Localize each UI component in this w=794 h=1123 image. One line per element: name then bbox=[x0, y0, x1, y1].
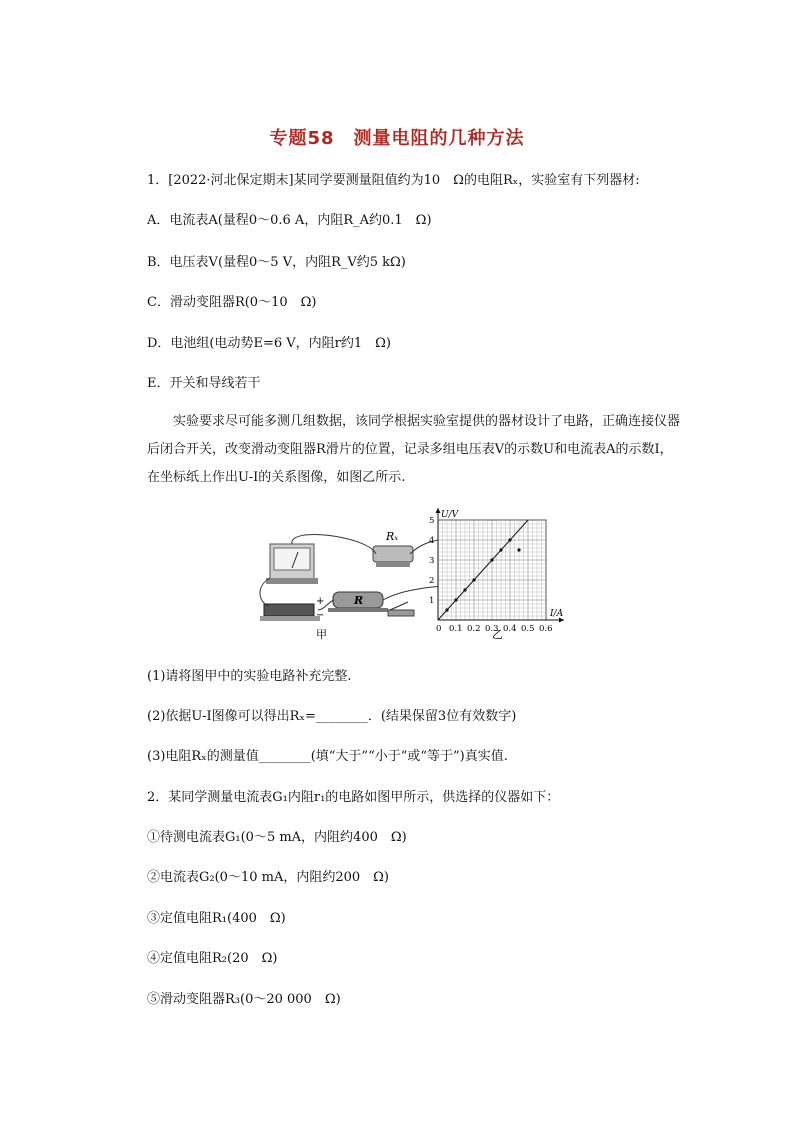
ui-graph bbox=[429, 508, 564, 641]
battery-icon bbox=[264, 604, 314, 616]
figure-right-caption: 乙 bbox=[492, 628, 503, 641]
data-point bbox=[445, 608, 448, 611]
data-point bbox=[499, 548, 502, 551]
y-tick-label: 2 bbox=[429, 576, 435, 586]
y-axis-label: U/V bbox=[441, 510, 459, 520]
figure-left-caption: 甲 bbox=[316, 628, 327, 641]
x-tick-label: 0.1 bbox=[449, 624, 463, 634]
x-tick-label: 0.5 bbox=[521, 624, 535, 634]
y-tick-label: 5 bbox=[429, 516, 435, 526]
y-tick-label: 1 bbox=[429, 596, 435, 606]
x-tick-label: 0.2 bbox=[467, 624, 481, 634]
q2-option-5: ⑤滑动变阻器R₃(0～20 000 Ω) bbox=[147, 992, 341, 1007]
q2-option-1: ①待测电流表G₁(0～5 mA，内阻约400 Ω) bbox=[147, 830, 407, 845]
minus-sign: − bbox=[316, 610, 325, 621]
r-label: R bbox=[354, 594, 364, 607]
q2-option-2: ②电流表G₂(0～10 mA，内阻约200 Ω) bbox=[147, 870, 389, 885]
q1-option-c: C．滑动变阻器R(0～10 Ω) bbox=[147, 295, 317, 310]
page-title: 专题58 测量电阻的几种方法 bbox=[269, 128, 525, 149]
x-tick-label: 0.4 bbox=[503, 624, 517, 634]
q1-option-e: E．开关和导线若干 bbox=[147, 376, 261, 391]
y-tick-label: 3 bbox=[429, 556, 435, 566]
plus-sign: + bbox=[316, 596, 325, 607]
q1-sub-1: (1)请将图甲中的实验电路补充完整. bbox=[147, 669, 352, 684]
rx-resistor-icon bbox=[373, 546, 413, 562]
q1-stem: 1．[2022·河北保定期末]某同学要测量阻值约为10 Ω的电阻Rₓ，实验室有下列器材: bbox=[147, 173, 640, 188]
q2-stem: 2．某同学测量电流表G₁内阻r₁的电路如图甲所示，供选择的仪器如下： bbox=[147, 790, 560, 805]
q1-option-d: D．电池组(电动势E=6 V，内阻r约1 Ω) bbox=[147, 336, 392, 351]
q1-sub-3: (3)电阻Rₓ的测量值________(填“大于”“小于”或“等于”)真实值. bbox=[147, 749, 508, 764]
q2-option-3: ③定值电阻R₁(400 Ω) bbox=[147, 911, 286, 926]
q1-option-a: A．电流表A(量程0～0.6 A，内阻R_A约0.1 Ω) bbox=[147, 213, 432, 228]
q1-paragraph: 实验要求尽可能多测几组数据，该同学根据实验室提供的器材设计了电路，正确连接仪器后闭合开关，改变滑动变阻器R滑片的位置，记录多组电压表V的示数U和电流表A的示数I，在坐标纸上作出U-I的关系图像，如图乙所示. bbox=[147, 414, 681, 485]
x-tick-label: 0.3 bbox=[485, 624, 499, 634]
q2-option-4: ④定值电阻R₂(20 Ω) bbox=[147, 951, 278, 966]
x-tick-label: 0 bbox=[436, 624, 442, 634]
data-point bbox=[454, 598, 457, 601]
data-point bbox=[508, 538, 511, 541]
data-point bbox=[463, 588, 466, 591]
q1-sub-2: (2)依据U-I图像可以得出Rₓ=________．(结果保留3位有效数字) bbox=[147, 709, 517, 724]
experiment-figure bbox=[258, 506, 578, 646]
figure-svg bbox=[258, 506, 578, 646]
x-tick-label: 0.6 bbox=[539, 624, 553, 634]
y-axis-arrow bbox=[436, 508, 441, 513]
data-point bbox=[490, 558, 493, 561]
x-axis-label: I/A bbox=[550, 609, 564, 619]
switch-icon bbox=[388, 610, 414, 616]
y-tick-label: 4 bbox=[429, 536, 435, 546]
data-point bbox=[517, 548, 520, 551]
rx-label: Rₓ bbox=[386, 530, 399, 543]
data-point bbox=[472, 578, 475, 581]
q1-option-b: B．电压表V(量程0～5 V，内阻R_V约5 kΩ) bbox=[147, 255, 406, 270]
